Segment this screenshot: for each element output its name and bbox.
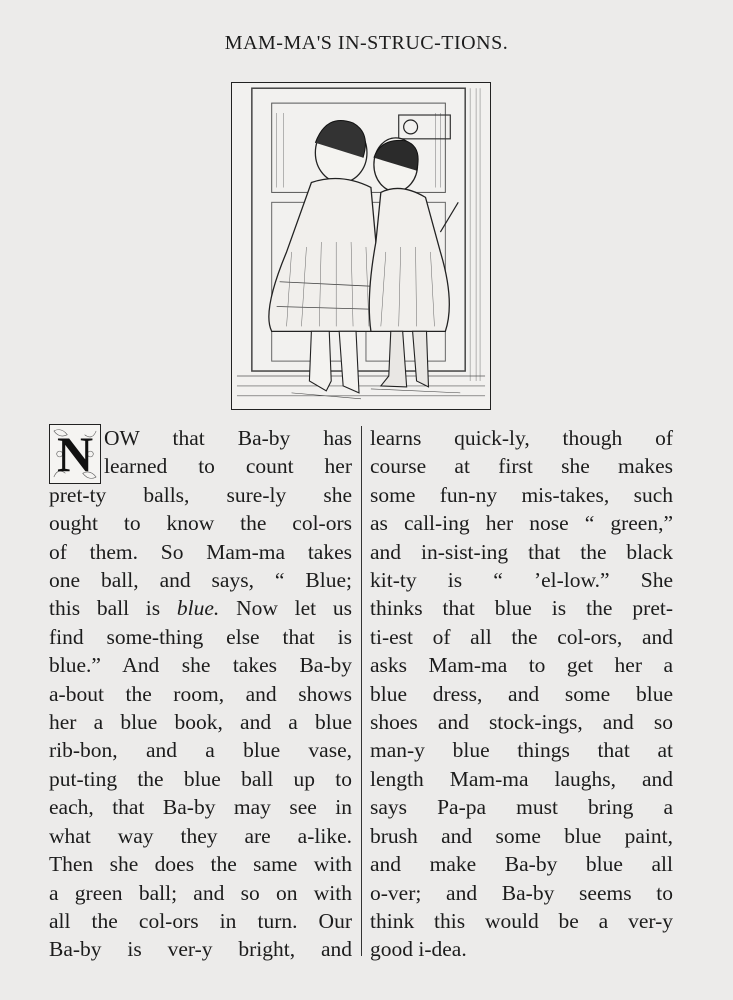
text-line: kit-ty is “ ’el-low.” She [370, 568, 673, 593]
illustration-two-children-icon [231, 82, 491, 410]
text-line: Then she does the same with [49, 852, 352, 877]
text-line: think this would be a ver-y [370, 908, 673, 933]
text-line: Ba-by is ver-y bright, and [49, 937, 352, 962]
column-divider [361, 426, 362, 956]
text-line: some fun-ny mis-takes, such [370, 482, 673, 507]
page-title: MAM-MA'S IN-STRUC-TIONS. [224, 32, 509, 54]
text-line: o-ver; and Ba-by seems to [370, 880, 673, 905]
text-line: learned to count her [104, 454, 352, 479]
text-line: ti-est of all the col-ors, and [370, 624, 673, 649]
text-line: a green ball; and so on with [49, 880, 352, 905]
text-line: rib-bon, and a blue vase, [49, 738, 352, 763]
text-line: and make Ba-by blue all [370, 852, 673, 877]
text-line: blue.” And she takes Ba-by [49, 653, 352, 678]
text-line: shoes and stock-ings, and so [370, 710, 673, 735]
text-line: OW that Ba-by has [104, 426, 352, 450]
text-line: ought to know the col-ors [49, 511, 352, 536]
text-line [49, 594, 352, 622]
text-line: thinks that blue is the pret- [370, 596, 673, 621]
text-line: one ball, and says, “ Blue; [49, 568, 352, 593]
engraving-icon [232, 83, 490, 409]
text-line: blue dress, and some blue [370, 681, 673, 706]
italic-word: blue. [176, 596, 220, 621]
drop-cap-letter: N [56, 426, 94, 482]
text-line: all the col-ors in turn. Our [49, 908, 352, 933]
text-line: put-ting the blue ball up to [49, 766, 352, 791]
text-line: pret-ty balls, sure-ly she [49, 482, 352, 507]
text-line: asks Mam-ma to get her a [370, 653, 673, 678]
text-line: says Pa-pa must bring a [370, 795, 673, 820]
text-segment: Now let us [219, 596, 352, 621]
text-line: a-bout the room, and shows [49, 681, 352, 706]
text-line: and in-sist-ing that the black [370, 539, 673, 564]
text-line: of them. So Mam-ma takes [49, 539, 352, 564]
text-line: as call-ing her nose “ green,” [370, 511, 673, 536]
text-line: length Mam-ma laughs, and [370, 766, 673, 791]
text-line: good i-dea. [370, 937, 467, 962]
text-line: her a blue book, and a blue [49, 710, 352, 735]
text-line: brush and some blue paint, [370, 823, 673, 848]
text-line: what way they are a-like. [49, 823, 352, 848]
text-column-right [370, 424, 673, 964]
text-line: man-y blue things that at [370, 738, 673, 763]
text-column-left [49, 424, 352, 964]
text-line: learns quick-ly, though of [370, 426, 673, 450]
text-segment: this ball is [49, 596, 177, 621]
text-line: each, that Ba-by may see in [49, 795, 352, 820]
text-line: find some-thing else that is [49, 624, 352, 649]
text-line: course at first she makes [370, 454, 673, 479]
